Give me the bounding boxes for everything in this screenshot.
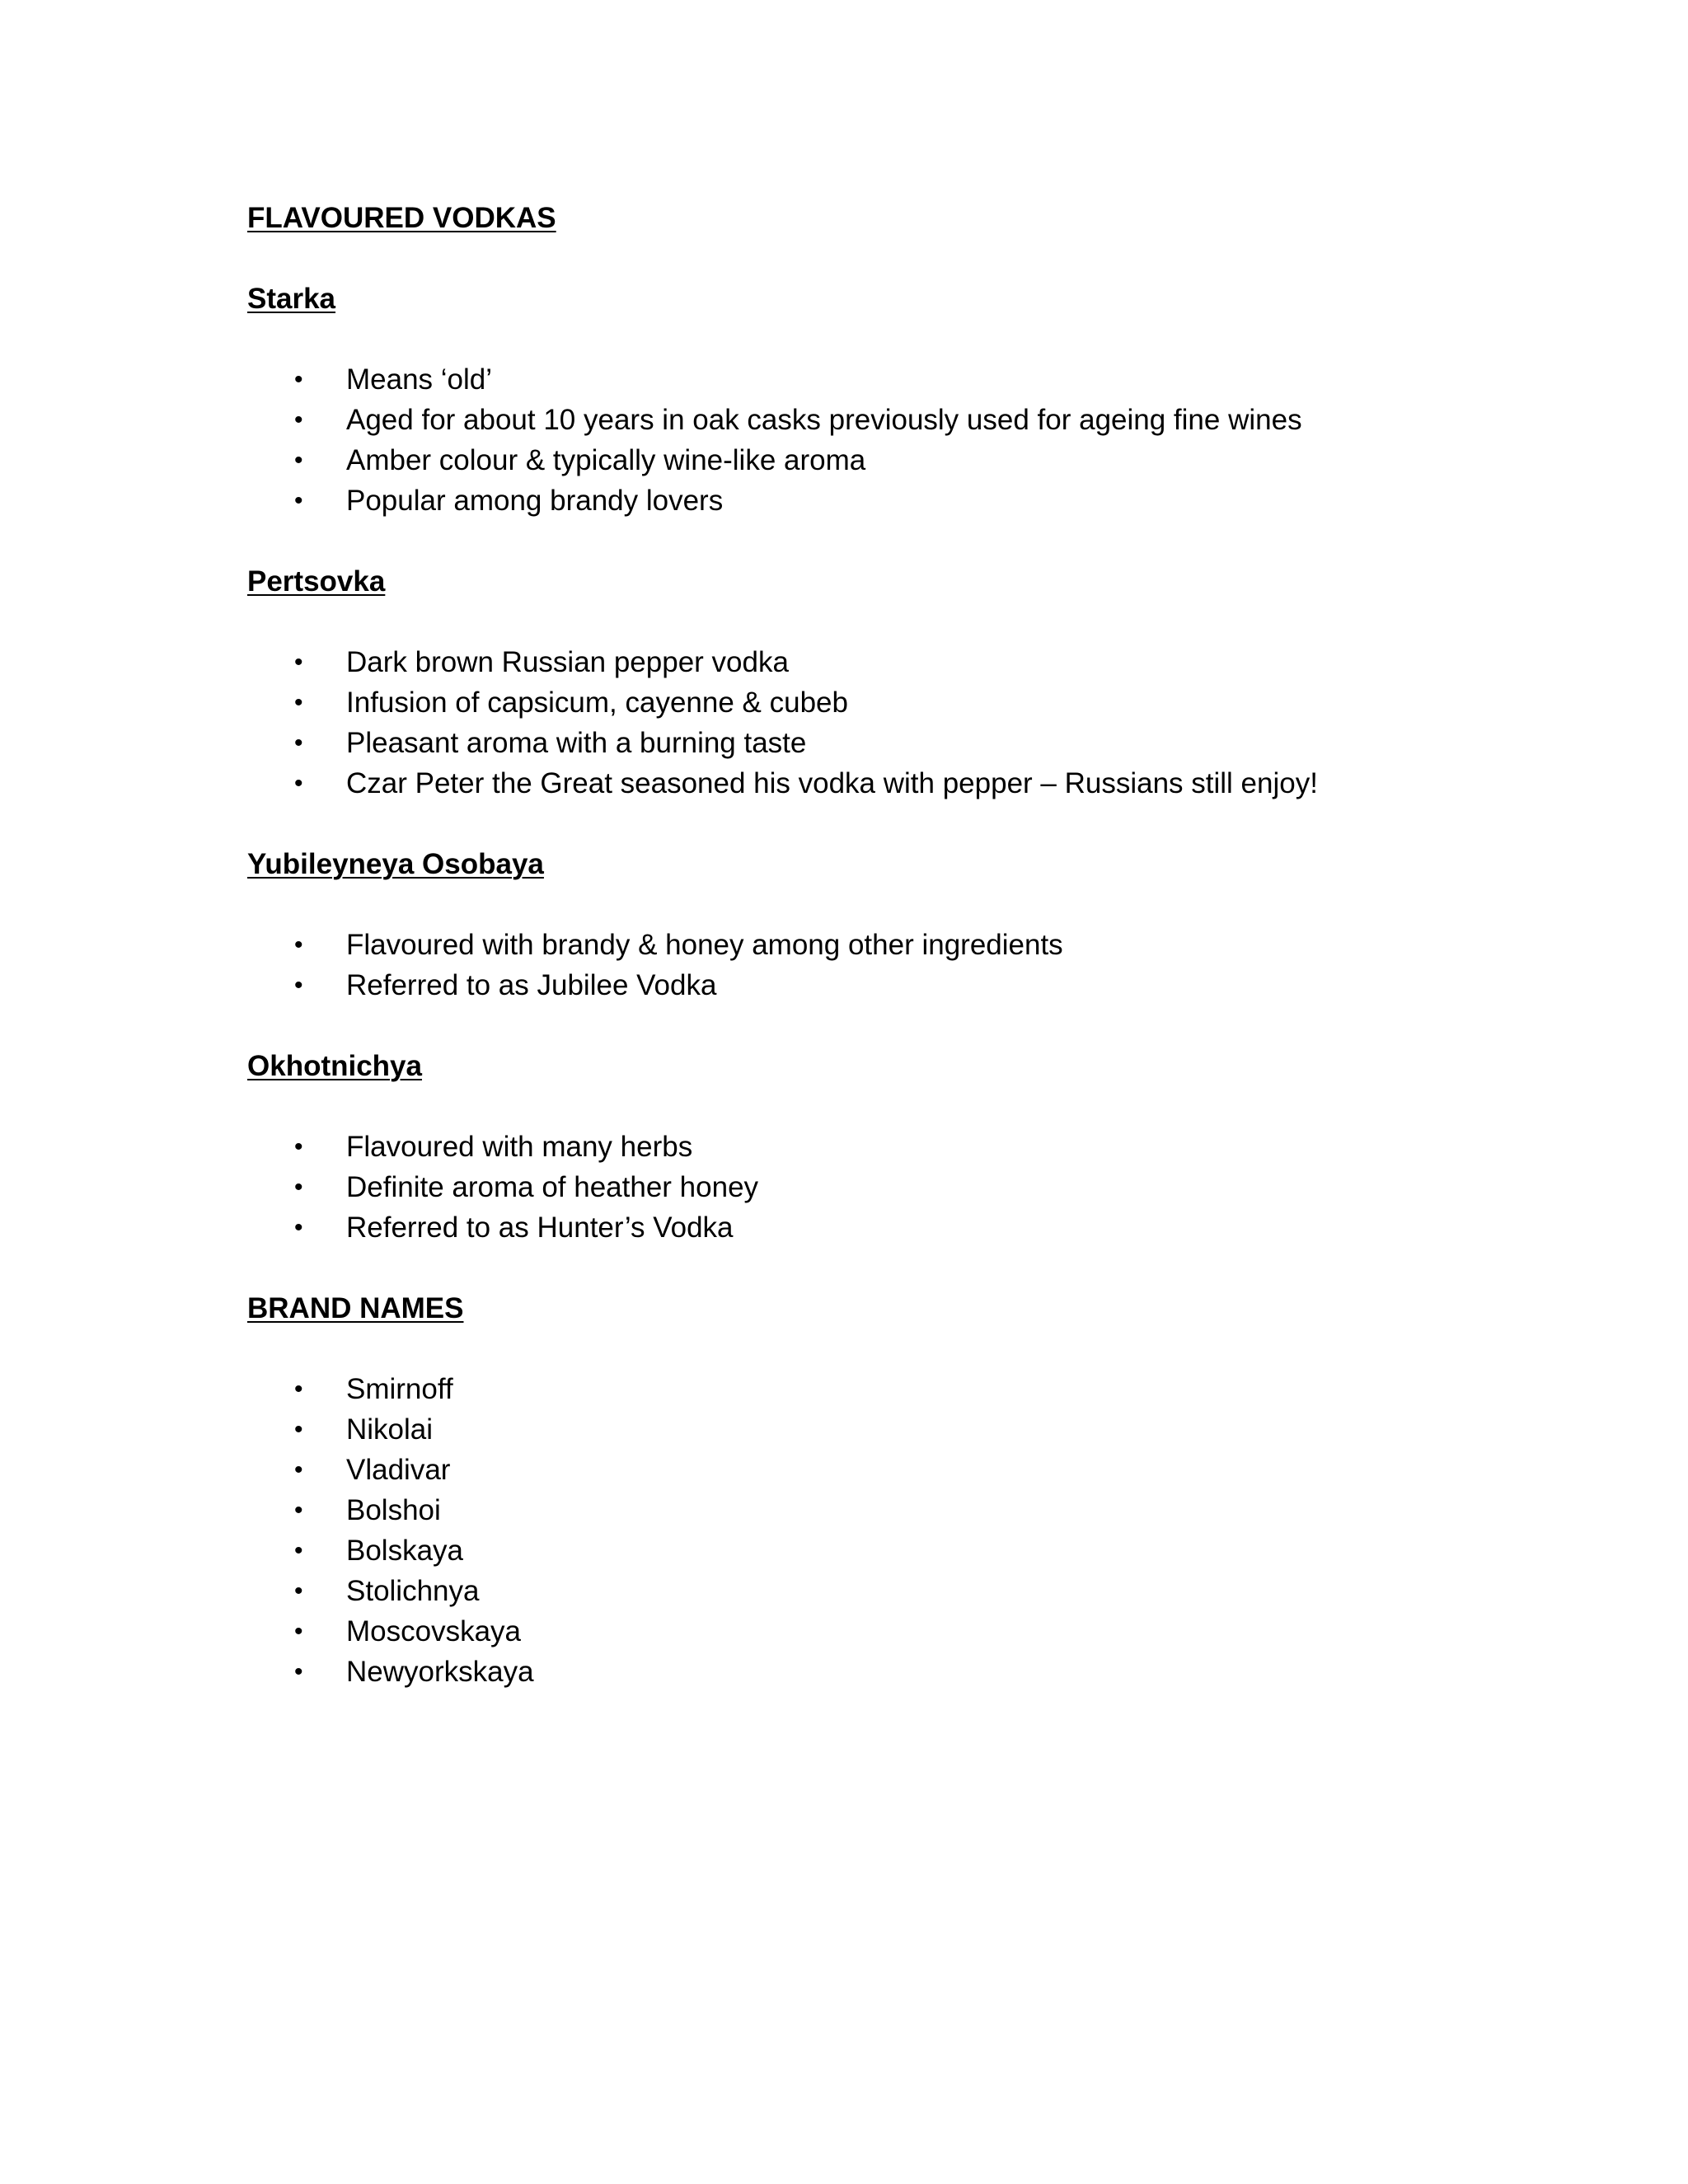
document-content xyxy=(247,198,1484,1692)
bullet-icon: • xyxy=(294,366,303,393)
bullet-icon: • xyxy=(294,1537,303,1564)
section-heading-yubileyneya-osobaya: Yubileyneya Osobaya xyxy=(247,848,544,880)
spacer xyxy=(247,804,1484,844)
list-item-text: Moscovskaya xyxy=(346,1615,522,1647)
list-item-text: Nikolai xyxy=(346,1413,434,1446)
bullet-icon: • xyxy=(294,1416,303,1443)
section-heading-brand-names: BRAND NAMES xyxy=(247,1292,464,1324)
list-item-text: Definite aroma of heather honey xyxy=(346,1171,759,1203)
list-item-text: Amber colour & typically wine-like aroma xyxy=(346,444,866,476)
bullet-icon: • xyxy=(294,1456,303,1483)
list-item xyxy=(247,1571,1484,1611)
spacer xyxy=(247,1248,1484,1288)
list-item xyxy=(247,682,1484,723)
list-item-text: Vladivar xyxy=(346,1454,451,1486)
bullet-icon: • xyxy=(294,447,303,474)
spacer xyxy=(247,884,1484,925)
bullet-list-okhotnichya xyxy=(247,1127,1484,1248)
bullet-icon: • xyxy=(294,689,303,716)
spacer xyxy=(247,319,1484,359)
list-item-text: Bolskaya xyxy=(346,1535,464,1567)
list-item-text: Smirnoff xyxy=(346,1373,453,1405)
list-item-text: Dark brown Russian pepper vodka xyxy=(346,646,789,678)
list-item xyxy=(247,440,1484,480)
document-title: FLAVOURED VODKAS xyxy=(247,202,556,234)
bullet-icon: • xyxy=(294,1133,303,1160)
section-heading-okhotnichya: Okhotnichya xyxy=(247,1050,422,1082)
list-item xyxy=(247,1409,1484,1450)
list-item xyxy=(247,1611,1484,1652)
list-item-text: Stolichnya xyxy=(346,1575,480,1607)
bullet-icon: • xyxy=(294,1618,303,1645)
section-heading-pertsovka: Pertsovka xyxy=(247,565,386,598)
spacer xyxy=(247,521,1484,561)
list-item-text: Czar Peter the Great seasoned his vodka with pepper – Russians still enjoy! xyxy=(346,767,1318,799)
list-item xyxy=(247,1530,1484,1571)
bullet-icon: • xyxy=(294,1497,303,1524)
list-item xyxy=(247,359,1484,400)
list-item xyxy=(247,400,1484,440)
list-item-text: Aged for about 10 years in oak casks previously used for ageing fine wines xyxy=(346,404,1302,436)
list-item-text: Popular among brandy lovers xyxy=(346,485,724,517)
spacer xyxy=(247,1329,1484,1369)
spacer xyxy=(247,1005,1484,1046)
bullet-icon: • xyxy=(294,729,303,757)
bullet-icon: • xyxy=(294,770,303,797)
bullet-icon: • xyxy=(294,1577,303,1605)
bullet-icon: • xyxy=(294,1174,303,1201)
spacer xyxy=(247,238,1484,279)
bullet-icon: • xyxy=(294,487,303,514)
list-item xyxy=(247,965,1484,1005)
bullet-list-yubileyneya-osobaya xyxy=(247,925,1484,1005)
list-item xyxy=(247,1450,1484,1490)
bullet-icon: • xyxy=(294,406,303,434)
list-item xyxy=(247,925,1484,965)
list-item xyxy=(247,1127,1484,1167)
list-item-text: Means ‘old’ xyxy=(346,363,493,396)
bullet-icon: • xyxy=(294,1376,303,1403)
spacer xyxy=(247,602,1484,642)
bullet-icon: • xyxy=(294,972,303,999)
list-item-text: Newyorkskaya xyxy=(346,1656,534,1688)
bullet-icon: • xyxy=(294,931,303,958)
list-item xyxy=(247,1369,1484,1409)
list-item xyxy=(247,1652,1484,1692)
list-item xyxy=(247,1207,1484,1248)
list-item xyxy=(247,480,1484,521)
list-item-text: Infusion of capsicum, cayenne & cubeb xyxy=(346,687,848,719)
list-item xyxy=(247,642,1484,682)
list-item xyxy=(247,763,1484,804)
bullet-list-pertsovka xyxy=(247,642,1484,804)
bullet-icon: • xyxy=(294,1658,303,1685)
list-item-text: Pleasant aroma with a burning taste xyxy=(346,727,807,759)
list-item-text: Flavoured with many herbs xyxy=(346,1131,693,1163)
list-item-text: Referred to as Hunter’s Vodka xyxy=(346,1212,734,1244)
bullet-icon: • xyxy=(294,1214,303,1241)
spacer xyxy=(247,1086,1484,1127)
bullet-list-starka xyxy=(247,359,1484,521)
bullet-list-brand-names xyxy=(247,1369,1484,1692)
bullet-icon: • xyxy=(294,649,303,676)
list-item-text: Bolshoi xyxy=(346,1494,441,1526)
section-heading-starka: Starka xyxy=(247,283,336,315)
list-item-text: Flavoured with brandy & honey among other ingredients xyxy=(346,929,1063,961)
list-item xyxy=(247,1490,1484,1530)
list-item-text: Referred to as Jubilee Vodka xyxy=(346,969,717,1001)
list-item xyxy=(247,723,1484,763)
list-item xyxy=(247,1167,1484,1207)
